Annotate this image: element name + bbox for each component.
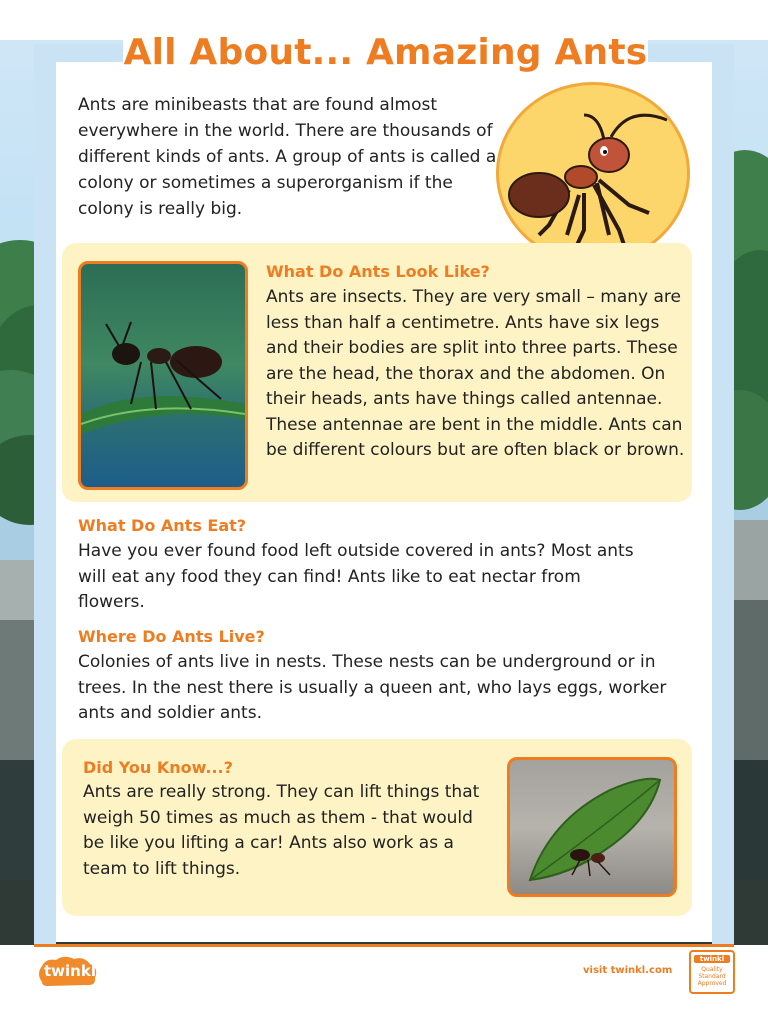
badge-logo: twinkl	[694, 955, 730, 963]
ant-on-leaf-photo	[78, 261, 248, 490]
live-heading: Where Do Ants Live?	[78, 627, 265, 646]
live-text: Colonies of ants live in nests. These nests can be underground or in trees. In the nest there is usually a queen ant, who lays eggs, worker ants and soldier ants.	[78, 652, 667, 723]
ant-illustration	[496, 82, 690, 264]
know-text: Ants are really strong. They can lift things that weigh 50 times as much as them - that would be like you lifting a car! Ants also work as a team to lift things.	[83, 782, 480, 879]
quality-badge	[689, 950, 735, 994]
know-heading: Did You Know...?	[83, 758, 233, 777]
twinkl-logo-text: twinkl	[44, 962, 96, 980]
ant-on-leaf-image	[81, 264, 245, 487]
twinkl-logo[interactable]	[36, 954, 100, 988]
visit-link[interactable]: visit twinkl.com	[583, 965, 673, 976]
ant-carrying-leaf-image	[510, 760, 674, 894]
intro-text: Ants are minibeasts that are found almost everywhere in the world. There are thousands of different kinds of ants. A group of ants is called a colony or sometimes a superorganism if the colony is really big.	[78, 95, 497, 219]
eat-heading: What Do Ants Eat?	[78, 516, 247, 535]
page-title: All About... Amazing Ants	[123, 32, 648, 73]
badge-text: Quality Standard Approved	[697, 966, 727, 987]
look-heading: What Do Ants Look Like?	[266, 262, 490, 281]
cartoon-ant-icon	[499, 85, 690, 264]
ant-carrying-leaf-photo	[507, 757, 677, 897]
footer-divider	[34, 944, 734, 947]
eat-text: Have you ever found food left outside covered in ants? Most ants will eat any food they can find! Ants like to eat nectar from flowers.	[78, 541, 634, 612]
look-text: Ants are insects. They are very small – many are less than half a centimetre. Ants have six legs and their bodies are split into three parts. These are the head, the thorax and the abdomen. On their heads, ants have things called antennae. These antennae are bent in the middle. Ants can be different colours but are often black or brown.	[266, 287, 685, 460]
